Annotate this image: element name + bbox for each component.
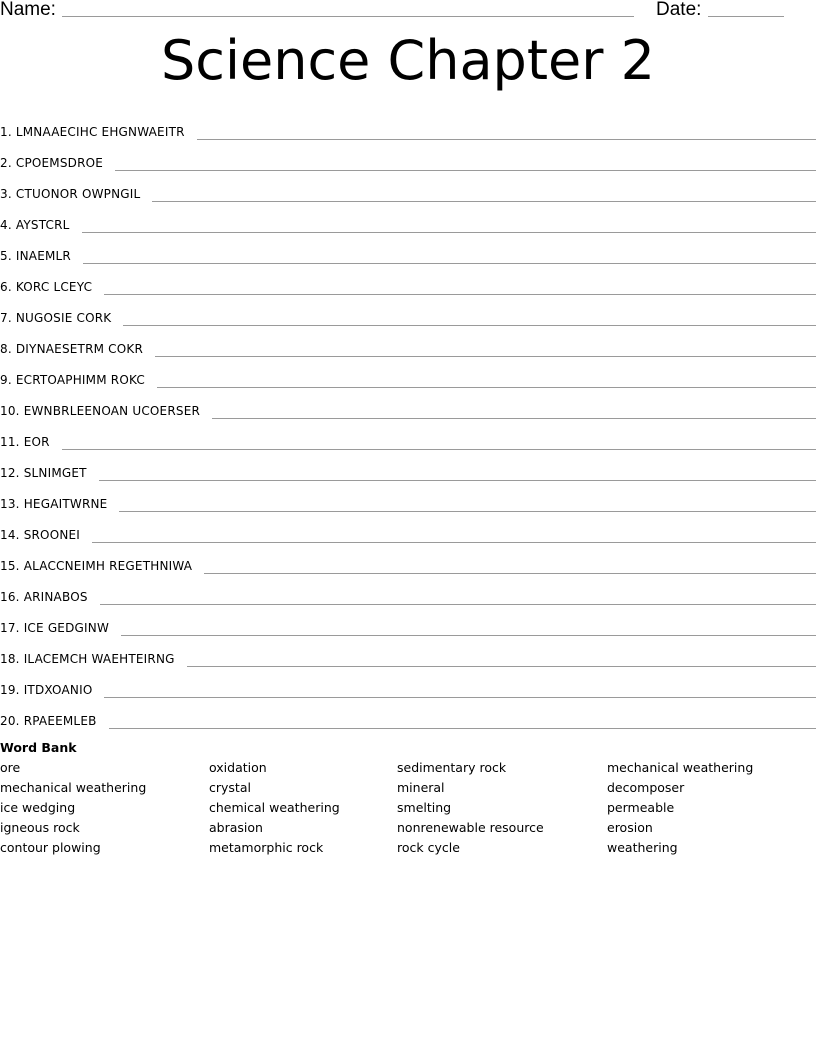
word-bank-item: weathering — [607, 840, 678, 855]
question-text: 17. ICE GEDGINW — [0, 621, 110, 635]
question-text: 9. ECRTOAPHIMM ROKC — [0, 373, 145, 387]
answer-line[interactable] — [104, 697, 816, 698]
question-text: 18. ILACEMCH WAEHTEIRNG — [0, 652, 175, 666]
question-text: 12. SLNIMGET — [0, 466, 87, 480]
word-bank-item: decomposer — [607, 780, 685, 795]
question-row — [0, 360, 816, 391]
answer-line[interactable] — [123, 325, 816, 326]
word-bank-item: crystal — [209, 780, 251, 795]
word-bank-item: chemical weathering — [209, 800, 340, 815]
answer-line[interactable] — [99, 480, 816, 481]
answer-line[interactable] — [212, 418, 816, 419]
question-text: 14. SROONEI — [0, 528, 81, 542]
question-text: 6. KORC LCEYC — [0, 280, 93, 294]
word-bank-item: mechanical weathering — [607, 760, 754, 775]
answer-line[interactable] — [187, 666, 816, 667]
word-bank-item: smelting — [397, 800, 452, 815]
word-bank-item: oxidation — [209, 760, 267, 775]
question-text: 4. AYSTCRL — [0, 218, 70, 232]
answer-line[interactable] — [152, 201, 816, 202]
word-bank-column — [607, 758, 753, 858]
answer-line[interactable] — [100, 604, 816, 605]
answer-line[interactable] — [204, 573, 816, 574]
answer-line[interactable] — [104, 294, 816, 295]
answer-line[interactable] — [83, 263, 816, 264]
answer-line[interactable] — [62, 449, 816, 450]
word-bank-grid — [0, 758, 816, 868]
answer-line[interactable] — [197, 139, 816, 140]
answer-line[interactable] — [121, 635, 816, 636]
word-bank-title: Word Bank — [0, 740, 77, 755]
question-row — [0, 608, 816, 639]
word-bank-item: erosion — [607, 820, 653, 835]
question-row — [0, 422, 816, 453]
date-field-line — [708, 16, 784, 17]
answer-line[interactable] — [119, 511, 816, 512]
answer-line[interactable] — [157, 387, 816, 388]
question-row — [0, 174, 816, 205]
question-row — [0, 515, 816, 546]
name-field-line — [62, 16, 634, 17]
answer-line[interactable] — [155, 356, 816, 357]
question-text: 3. CTUONOR OWPNGIL — [0, 187, 141, 201]
answer-line[interactable] — [92, 542, 816, 543]
question-text: 8. DIYNAESETRM COKR — [0, 342, 144, 356]
question-row — [0, 453, 816, 484]
question-list — [0, 112, 816, 732]
word-bank — [0, 738, 816, 868]
question-text: 7. NUGOSIE CORK — [0, 311, 112, 325]
question-row — [0, 267, 816, 298]
word-bank-item: metamorphic rock — [209, 840, 324, 855]
question-text: 10. EWNBRLEENOAN UCOERSER — [0, 404, 201, 418]
question-row — [0, 484, 816, 515]
word-bank-item: abrasion — [209, 820, 263, 835]
word-bank-item: rock cycle — [397, 840, 460, 855]
question-text: 1. LMNAAECIHC EHGNWAEITR — [0, 125, 185, 139]
word-bank-item: igneous rock — [0, 820, 80, 835]
question-row — [0, 236, 816, 267]
word-bank-item: nonrenewable resource — [397, 820, 544, 835]
word-bank-item: mechanical weathering — [0, 780, 147, 795]
worksheet-title: Science Chapter 2 — [161, 29, 655, 92]
word-bank-column — [0, 758, 146, 858]
question-row — [0, 546, 816, 577]
word-bank-item: ore — [0, 760, 21, 775]
question-row — [0, 143, 816, 174]
question-row — [0, 329, 816, 360]
question-text: 16. ARINABOS — [0, 590, 88, 604]
question-text: 15. ALACCNEIMH REGETHNIWA — [0, 559, 193, 573]
header-row — [0, 0, 816, 24]
answer-line[interactable] — [109, 728, 816, 729]
name-label: Name: — [0, 0, 56, 20]
question-row — [0, 670, 816, 701]
question-text: 13. HEGAITWRNE — [0, 497, 108, 511]
word-bank-column — [209, 758, 340, 858]
word-bank-column — [397, 758, 544, 858]
question-row — [0, 639, 816, 670]
answer-line[interactable] — [115, 170, 816, 171]
question-text: 11. EOR — [0, 435, 50, 449]
question-text: 20. RPAEEMLEB — [0, 714, 97, 728]
question-row — [0, 391, 816, 422]
word-bank-item: ice wedging — [0, 800, 76, 815]
date-label: Date: — [656, 0, 702, 20]
question-row — [0, 577, 816, 608]
answer-line[interactable] — [82, 232, 816, 233]
word-bank-item: contour plowing — [0, 840, 101, 855]
word-bank-item: mineral — [397, 780, 445, 795]
question-text: 5. INAEMLR — [0, 249, 71, 263]
word-bank-item: sedimentary rock — [397, 760, 507, 775]
question-row — [0, 701, 816, 732]
question-text: 19. ITDXOANIO — [0, 683, 93, 697]
question-row — [0, 205, 816, 236]
question-row — [0, 298, 816, 329]
word-bank-item: permeable — [607, 800, 675, 815]
question-row — [0, 112, 816, 143]
question-text: 2. CPOEMSDROE — [0, 156, 104, 170]
